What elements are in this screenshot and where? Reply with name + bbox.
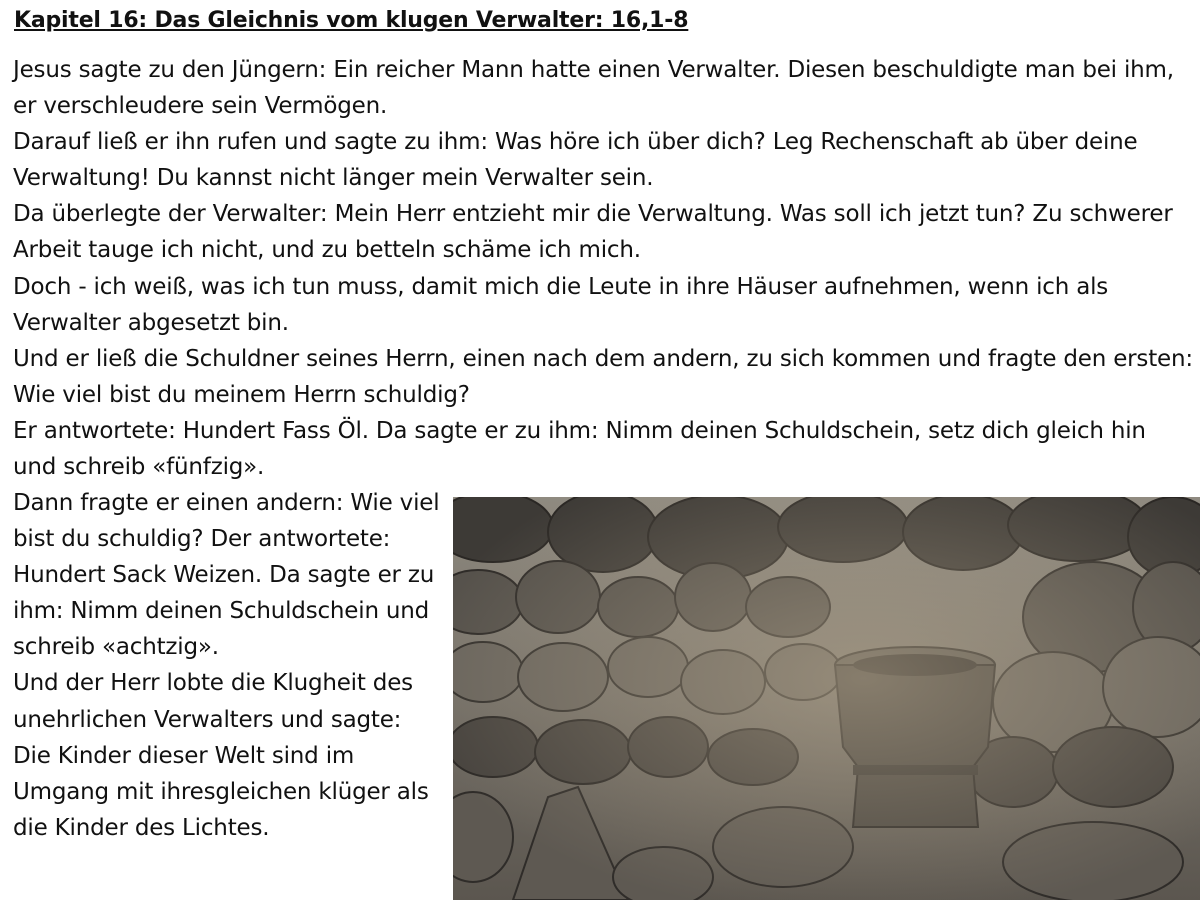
ruins-photo xyxy=(453,497,1200,900)
parable-text-left xyxy=(13,485,445,846)
slide-title: Kapitel 16: Das Gleichnis vom klugen Verwalter: 16,1-8 xyxy=(14,8,689,33)
basalt-stones-illustration xyxy=(453,497,1200,900)
paragraph: Doch - ich weiß, was ich tun muss, damit mich die Leute in ihre Häuser aufnehmen, wenn ich als Verwalter abgesetzt bin. xyxy=(13,273,1109,336)
paragraph: Darauf ließ er ihn rufen und sagte zu ihm: Was höre ich über dich? Leg Rechenschaft ab über deine Verwaltung! Du kannst nicht länger mein Verwalter sein. xyxy=(13,129,1138,192)
paragraph: Er antwortete: Hundert Fass Öl. Da sagte er zu ihm: Nimm deinen Schuldschein, setz dich gleich hin und schreib «fünfzig». xyxy=(13,417,1146,481)
paragraph: Dann fragte er einen andern: Wie viel bist du schuldig? Der antwortete: Hundert Sack Weizen. Da sagte er zu ihm: Nimm deinen Schuldschein und schreib «achtzig». xyxy=(13,490,440,661)
paragraph: Und er ließ die Schuldner seines Herrn, einen nach dem andern, zu sich kommen und fragte den ersten: Wie viel bist du meinem Herrn schuldig? xyxy=(13,345,1193,408)
paragraph: Da überlegte der Verwalter: Mein Herr entzieht mir die Verwaltung. Was soll ich jetzt tun? Zu schwerer Arbeit tauge ich nicht, und zu betteln schäme ich mich. xyxy=(13,201,1173,264)
paragraph: Und der Herr lobte die Klugheit des unehrlichen Verwalters und sagte: Die Kinder dieser Welt sind im Umgang mit ihresgleichen klüger als die Kinder des Lichtes. xyxy=(13,670,429,841)
parable-text-top xyxy=(13,52,1193,485)
paragraph: Jesus sagte zu den Jüngern: Ein reicher Mann hatte einen Verwalter. Diesen beschuldigte man bei ihm, er verschleudere sein Vermögen. xyxy=(13,57,1174,120)
